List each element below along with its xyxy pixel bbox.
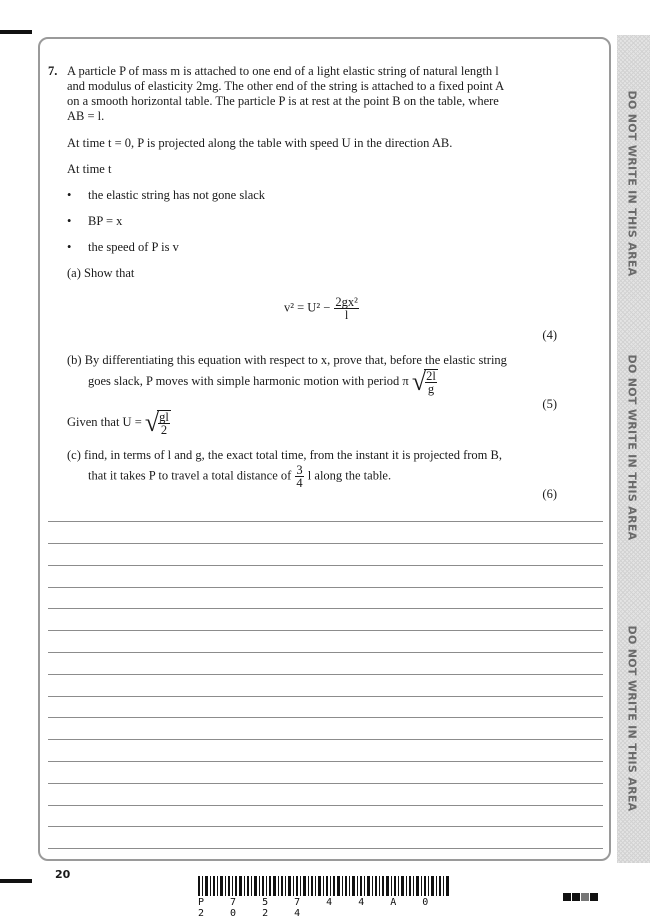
answer-line[interactable] xyxy=(48,565,603,566)
part-a-marks: (4) xyxy=(542,328,557,342)
bullet-icon: • xyxy=(67,240,72,254)
answer-line[interactable] xyxy=(48,805,603,806)
sqrt-expression: √ $\frac{2l}{g}$ xyxy=(411,367,436,396)
sqrt-icon: √ xyxy=(144,408,160,437)
bullet-item: the speed of P is v xyxy=(88,240,179,254)
bullet-item: the elastic string has not gone slack xyxy=(88,188,266,202)
answer-line[interactable] xyxy=(48,826,603,827)
at-time-label: At time t xyxy=(67,162,112,176)
equation-lhs: v² = U² − xyxy=(284,300,331,315)
answer-line[interactable] xyxy=(48,761,603,762)
answer-line[interactable] xyxy=(48,739,603,740)
part-b-line2: goes slack, P moves with simple harmonic motion with period π xyxy=(88,373,409,388)
part-b-period xyxy=(88,369,438,395)
sqrt-expression: √ $\frac{gl}{2}$ xyxy=(144,408,169,437)
given-label: Given that U = xyxy=(67,414,142,429)
answer-line[interactable] xyxy=(48,696,603,697)
bullet-icon: • xyxy=(67,214,72,228)
part-c-text: (c) find, in terms of l and g, the exact total time, from the instant it is projected from B, xyxy=(67,448,502,462)
margin-mark-top xyxy=(0,30,32,34)
part-a-equation xyxy=(284,296,360,321)
given-statement xyxy=(67,410,171,436)
answer-line[interactable] xyxy=(48,587,603,588)
answer-line[interactable] xyxy=(48,630,603,631)
answer-line[interactable] xyxy=(48,848,603,849)
barcode-text: P 7 5 7 4 4 A 0 2 0 2 4 xyxy=(198,897,439,919)
no-write-label: DO NOT WRITE IN THIS AREA xyxy=(625,354,639,540)
answer-line[interactable] xyxy=(48,674,603,675)
part-c-line2-end: l along the table. xyxy=(307,468,392,483)
barcode xyxy=(198,876,450,896)
part-c-marks: (6) xyxy=(542,487,557,501)
part-b-text: (b) By differentiating this equation with respect to x, prove that, before the elastic string xyxy=(67,353,507,367)
page-marker xyxy=(563,890,599,905)
bullet-item: BP = x xyxy=(88,214,123,228)
answer-line[interactable] xyxy=(48,521,603,522)
part-a-label: (a) Show that xyxy=(67,266,135,280)
question-intro: A particle P of mass m is attached to one end of a light elastic string of natural length l and modulus of elasticity 2mg. The other end of the string is attached to a fixed point A on a smooth horizontal table. The particle P is at rest at the point B on the table, where AB = l. xyxy=(67,64,505,123)
bullet-icon: • xyxy=(67,188,72,202)
no-write-label: DO NOT WRITE IN THIS AREA xyxy=(625,90,639,276)
equation-fraction: $\frac{\text{2gx²}}{l}$ xyxy=(335,295,358,322)
question-number: 7. xyxy=(48,64,58,78)
part-b-marks: (5) xyxy=(542,397,557,411)
part-c-distance xyxy=(88,464,391,489)
answer-line[interactable] xyxy=(48,652,603,653)
answer-line[interactable] xyxy=(48,783,603,784)
page-number: 20 xyxy=(55,868,71,881)
no-write-label: DO NOT WRITE IN THIS AREA xyxy=(625,625,639,811)
projection-statement: At time t = 0, P is projected along the table with speed U in the direction AB. xyxy=(67,136,453,150)
sqrt-icon: √ xyxy=(411,367,427,396)
answer-line[interactable] xyxy=(48,543,603,544)
answer-line[interactable] xyxy=(48,608,603,609)
distance-fraction: $\frac{3}{4}$ xyxy=(296,463,303,490)
answer-line[interactable] xyxy=(48,717,603,718)
part-c-line2: that it takes P to travel a total distance of xyxy=(88,468,292,483)
margin-mark-bottom xyxy=(0,879,32,883)
